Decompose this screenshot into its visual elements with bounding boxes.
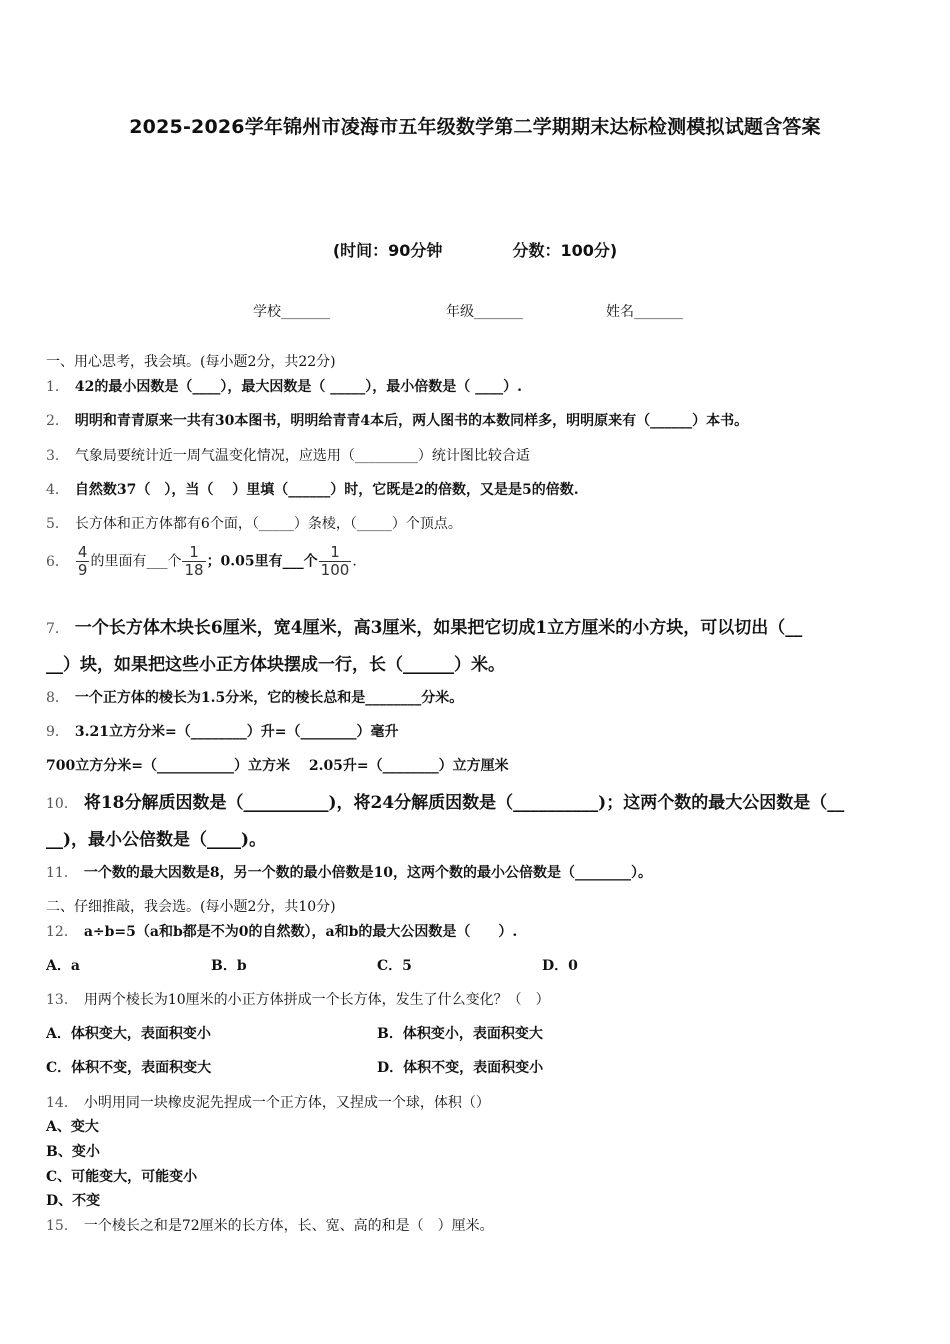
question-number: 4． <box>46 482 69 498</box>
question-text: 42的最小因数是（____），最大因数是（ _____），最小倍数是（ ____）. <box>74 379 523 395</box>
fraction-numerator: 1 <box>182 544 205 562</box>
exam-time: (时间：90分钟 <box>332 241 443 260</box>
option-d[interactable]: D．0 <box>542 958 578 974</box>
question-10-line1 <box>46 788 844 813</box>
question-6 <box>46 544 357 579</box>
question-number: 11． <box>46 865 78 881</box>
question-text: 一个棱长之和是72厘米的长方体，长、宽、高的和是（ ）厘米。 <box>83 1218 494 1234</box>
question-number: 3． <box>46 448 69 464</box>
fraction-1-18 <box>182 544 205 579</box>
grade-field[interactable]: 年级_______ <box>446 304 523 320</box>
question-9-line2: 700立方分米=（___________）立方米 2.05升=（________）立方厘米 <box>46 758 509 774</box>
question-text-part1: 的里面有___个 <box>90 553 182 570</box>
fraction-denominator: 9 <box>77 561 88 579</box>
fraction-numerator: 4 <box>77 543 88 561</box>
question-text-part2: ；0.05里有___个 <box>206 553 318 570</box>
section1-heading: 一、用心思考，我会填。(每小题2分，共22分) <box>46 354 336 370</box>
question-8 <box>46 687 463 707</box>
option-c[interactable]: C．体积不变，表面积变大 <box>46 1060 212 1076</box>
exam-info <box>0 238 950 261</box>
question-number: 5． <box>46 516 69 532</box>
fraction-denominator: 18 <box>184 561 204 579</box>
question-number: 2． <box>46 413 69 429</box>
option-a[interactable]: A、变大 <box>46 1119 99 1135</box>
question-text: a÷b=5（a和b都是不为0的自然数），a和b的最大公因数是（ ）. <box>83 924 518 940</box>
question-text: 用两个棱长为10厘米的小正方体拼成一个长方体，发生了什么变化？（ ） <box>83 992 550 1008</box>
question-12 <box>46 921 517 941</box>
question-10-line2: __)，最小公倍数是（____)。 <box>46 830 267 850</box>
question-text: 明明和青青原来一共有30本图书，明明给青青4本后，两人图书的本数同样多，明明原来有（______）本书。 <box>74 413 749 429</box>
question-number: 9． <box>46 724 69 740</box>
question-number: 6． <box>46 553 69 570</box>
question-text: 气象局要统计近一周气温变化情况，应选用（_________）统计图比较合适 <box>74 448 530 464</box>
question-number: 1． <box>46 379 69 395</box>
option-b[interactable]: B、变小 <box>46 1144 100 1160</box>
question-number: 13． <box>46 992 78 1008</box>
question-number: 14． <box>46 1095 78 1111</box>
question-14 <box>46 1092 490 1112</box>
option-a[interactable]: A．a <box>46 958 80 974</box>
page-title: 2025-2026学年锦州市凌海市五年级数学第二学期期末达标检测模拟试题含答案 <box>129 116 821 138</box>
question-text: 3.21立方分米=（________）升=（________）毫升 <box>74 724 399 740</box>
question-text: 将18分解质因数是（__________)，将24分解质因数是（__________)；这两个数的最大公因数是（__ <box>83 793 845 813</box>
question-number: 8． <box>46 690 69 706</box>
question-text: 小明用同一块橡皮泥先捏成一个正方体，又捏成一个球，体积（） <box>83 1095 490 1111</box>
question-1 <box>46 376 522 396</box>
question-3 <box>46 445 530 465</box>
option-b[interactable]: B．b <box>211 958 247 974</box>
name-field[interactable]: 姓名_______ <box>606 304 683 320</box>
school-field[interactable]: 学校_______ <box>253 304 330 320</box>
option-d[interactable]: D、不变 <box>46 1193 101 1209</box>
question-text: 自然数37（ ），当（ ）里填（______）时，它既是2的倍数，又是是5的倍数. <box>74 482 579 498</box>
question-11 <box>46 862 652 882</box>
fraction-numerator: 1 <box>319 544 352 562</box>
question-text: 长方体和正方体都有6个面，（_____）条棱，（_____）个顶点。 <box>74 516 462 532</box>
question-15 <box>46 1215 494 1235</box>
option-b[interactable]: B．体积变小，表面积变大 <box>377 1026 543 1042</box>
exam-score: 分数：100分) <box>512 241 618 260</box>
option-a[interactable]: A．体积变大，表面积变小 <box>46 1026 211 1042</box>
question-text: 一个数的最大因数是8，另一个数的最小倍数是10，这两个数的最小公倍数是（________）。 <box>83 865 653 881</box>
question-13 <box>46 989 550 1009</box>
section2-heading: 二、仔细推敲，我会选。(每小题2分，共10分) <box>46 899 336 915</box>
question-number: 7． <box>46 621 69 637</box>
fraction-1-100 <box>319 544 352 579</box>
fraction-denominator: 100 <box>320 561 350 579</box>
question-5 <box>46 513 462 533</box>
question-number: 15． <box>46 1218 78 1234</box>
question-text: 一个正方体的棱长为1.5分米，它的棱长总和是________分米。 <box>74 690 464 706</box>
fraction-4-9 <box>76 544 90 579</box>
option-c[interactable]: C．5 <box>377 958 412 974</box>
question-number: 10． <box>46 796 78 812</box>
question-7-line2: __）块，如果把这些小正方体块摆成一行，长（______）米。 <box>46 655 505 675</box>
option-d[interactable]: D．体积不变，表面积变小 <box>377 1060 544 1076</box>
question-9-line1 <box>46 721 398 741</box>
question-number: 12． <box>46 924 78 940</box>
question-2 <box>46 410 748 430</box>
question-text-part3: . <box>352 553 357 570</box>
question-4 <box>46 479 579 499</box>
question-7-line1 <box>46 613 802 638</box>
option-c[interactable]: C、可能变大，可能变小 <box>46 1169 198 1185</box>
question-text: 一个长方体木块长6厘米，宽4厘米，高3厘米，如果把它切成1立方厘米的小方块，可以切出（__ <box>74 618 803 638</box>
